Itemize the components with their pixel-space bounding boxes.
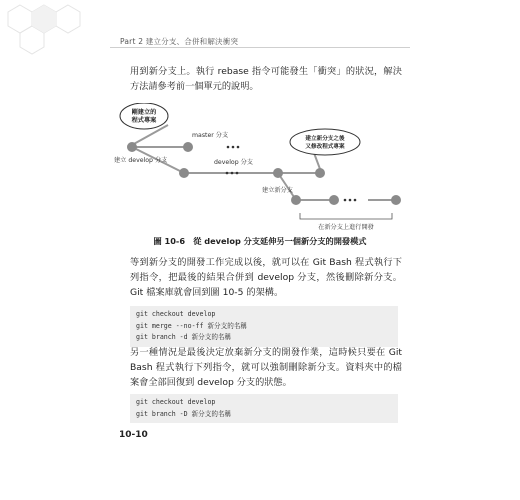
code-line: git branch -D 新分支的名稱 — [136, 409, 232, 418]
commit-node — [291, 195, 301, 205]
label-develop-branch: develop 分支 — [214, 159, 253, 166]
code-block-discard — [130, 394, 398, 423]
code-line: git branch -d 新分支的名稱 — [136, 333, 232, 341]
bubble-left-line1: 剛建立的 — [131, 109, 157, 116]
commit-node — [391, 195, 401, 205]
page-number: 10-10 — [119, 430, 148, 440]
commit-node — [273, 168, 283, 178]
bubble-left-line2: 程式專案 — [131, 117, 157, 124]
label-new-branch-work: 在新分支上進行開發 — [318, 224, 374, 231]
header-rule — [110, 47, 410, 48]
commit-node — [315, 168, 325, 178]
paragraph-merge: 等到新分支的開發工作完成以後，就可以在 Git Bash 程式執行下列指令，把最後的結果合併到 develop 分支，然後刪除新分支。Git 檔案庫就會回到圖 10-5 的架構。 — [130, 257, 402, 298]
new-branch-bracket — [300, 213, 392, 219]
branch-diagram — [110, 103, 410, 243]
intro-paragraph: 用到新分支上。執行 rebase 指令可能發生「衝突」的狀況，解決方法請參考前一個單元的說明。 — [130, 66, 402, 92]
code-line: git checkout develop — [136, 398, 216, 406]
bubble-right-line1: 建立新分支之後 — [305, 136, 345, 142]
figure-caption: 圖 10-6 從 develop 分支延伸另一個新分支的開發模式 — [153, 236, 367, 246]
speech-bubble-left — [120, 103, 168, 129]
label-create-develop: 建立 develop 分支 — [114, 157, 168, 164]
commit-node — [127, 142, 137, 152]
label-create-new-branch: 建立新分支 — [262, 187, 293, 194]
paragraph-discard: 另一種情況是最後決定放棄新分支的開發作業，這時候只要在 Git Bash 程式執行下列指令，就可以強制刪除新分支。資料夾中的檔案會全部回復到 develop 分支的狀態。 — [130, 347, 402, 388]
corner-hexagon-decoration — [0, 0, 210, 60]
code-line: git merge --no-ff 新分支的名稱 — [136, 321, 248, 330]
bubble-right-line2: 又修改程式專案 — [305, 144, 345, 150]
commit-node — [183, 142, 193, 152]
code-line: git checkout develop — [136, 310, 216, 318]
running-header: Part 2 建立分支、合併和解決衝突 — [120, 37, 239, 46]
speech-bubble-right — [290, 129, 360, 155]
code-block-merge — [130, 306, 398, 347]
commit-node — [329, 195, 339, 205]
commit-node — [179, 168, 189, 178]
label-master-branch: master 分支 — [192, 132, 229, 139]
